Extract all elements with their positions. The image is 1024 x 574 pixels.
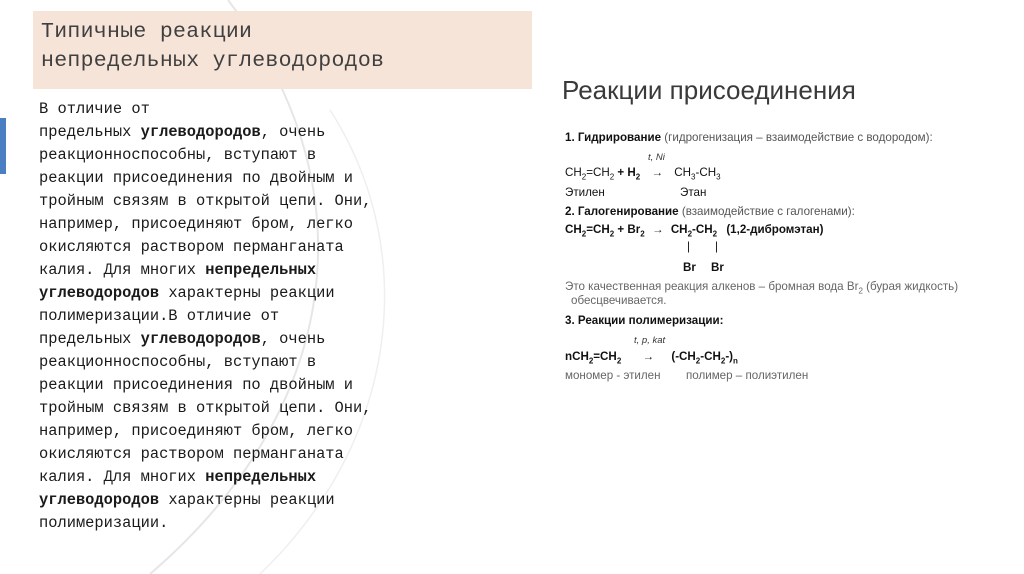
body-run: предельных [39, 330, 141, 348]
bond-line-left: | [687, 240, 691, 253]
page-title-line-2: непредельных углеводородов [41, 49, 385, 73]
accent-bar [0, 118, 6, 174]
body-run: реакции присоединения по двойным и [39, 169, 354, 187]
body-line [39, 351, 479, 374]
body-text [39, 98, 479, 535]
body-run: например, присоединяют бром, легко [39, 215, 354, 233]
body-run: тройным связям в открытой цепи. Они, [39, 192, 372, 210]
body-term: углеводородов [39, 491, 160, 509]
body-term: непредельных [205, 468, 317, 486]
ethylene-label: Этилен [565, 186, 605, 199]
halogenation-equation: $CH_2=CH_2 + Br_2 \to CH_2-CH_2$ (1,2-дибромэтан) [565, 223, 824, 239]
bond-line-right: | [715, 240, 719, 253]
body-line [39, 420, 479, 443]
polymer-label: полимер – полиэтилен [686, 369, 809, 382]
body-run: реакции присоединения по двойным и [39, 376, 354, 394]
body-line [39, 121, 479, 144]
body-run: полимеризации.В отличие от [39, 307, 280, 325]
polymerization-heading: 3. Реакции полимеризации: [565, 314, 724, 327]
body-term: углеводородов [39, 284, 160, 302]
body-line [39, 328, 479, 351]
body-term: непредельных [205, 261, 317, 279]
hydrogenation-conditions: t, Ni [648, 152, 665, 163]
body-line [39, 190, 479, 213]
body-run: калия. Для многих [39, 261, 206, 279]
body-run: полимеризации. [39, 514, 169, 532]
body-line [39, 489, 479, 512]
reactions-title: Реакции присоединения [562, 75, 856, 105]
body-line [39, 466, 479, 489]
body-run: , очень [260, 123, 326, 141]
polymerization-conditions: t, p, kat [634, 335, 666, 346]
body-run: например, присоединяют бром, легко [39, 422, 354, 440]
body-line [39, 443, 479, 466]
body-line [39, 374, 479, 397]
hydrogenation-heading: 1. Гидрирование (гидрогенизация – взаимодействие с водородом): [565, 131, 933, 144]
body-line [39, 213, 479, 236]
halogenation-heading: 2. Галогенирование (взаимодействие с галогенами): [565, 205, 855, 218]
body-term: углеводородов [140, 330, 261, 348]
body-line [39, 305, 479, 328]
body-run: калия. Для многих [39, 468, 206, 486]
ethane-label: Этан [680, 186, 707, 199]
body-line [39, 282, 479, 305]
body-run: характерны реакции [159, 491, 335, 509]
body-line [39, 144, 479, 167]
page-title-line-1: Типичные реакции [41, 20, 253, 44]
monomer-label: мономер - этилен [565, 369, 661, 382]
bromine-right: Br [711, 261, 724, 274]
hydrogenation-equation: $CH_2=CH_2 + H_2 \to CH_3-CH_3$ [565, 166, 721, 182]
body-run: окисляются раствором перманганата [39, 238, 344, 256]
polymerization-equation: $nCH_2=CH_2 \to (-CH_2-CH_2-)_n$ [565, 350, 738, 366]
body-run: реакционноспособны, вступают в [39, 146, 317, 164]
body-run: тройным связям в открытой цепи. Они, [39, 399, 372, 417]
body-line [39, 98, 479, 121]
body-line [39, 167, 479, 190]
body-run: , очень [260, 330, 326, 348]
body-run: окисляются раствором перманганата [39, 445, 344, 463]
body-line [39, 259, 479, 282]
body-term: углеводородов [140, 123, 261, 141]
quality-reaction-note-cont: обесцвечивается. [571, 294, 667, 307]
body-run: В отличие от [39, 100, 150, 118]
quality-reaction-note: Это качественная реакция алкенов – бромная вода $Br_2$ (бурая жидкость) [565, 280, 959, 296]
body-run: предельных [39, 123, 141, 141]
body-run: характерны реакции [159, 284, 335, 302]
title-box [33, 11, 532, 89]
body-line [39, 397, 479, 420]
body-line [39, 512, 479, 535]
body-line [39, 236, 479, 259]
bromine-left: Br [683, 261, 696, 274]
body-run: реакционноспособны, вступают в [39, 353, 317, 371]
